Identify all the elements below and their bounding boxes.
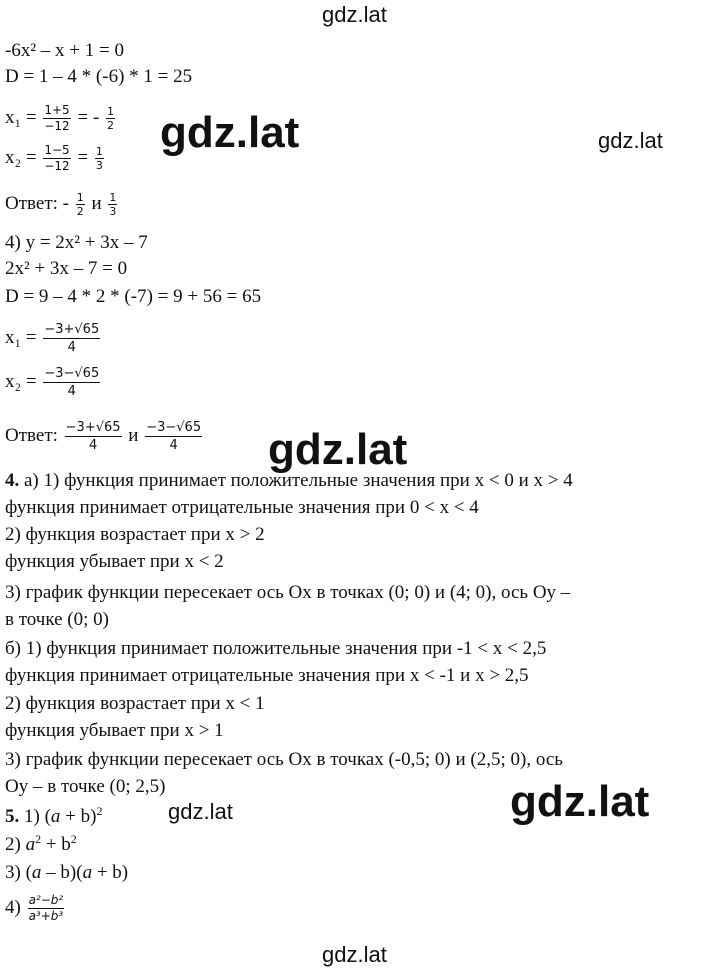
- fraction-denominator: a³+b³: [28, 909, 64, 923]
- text-run: 2): [5, 834, 26, 855]
- task4-line-a4: функция убывает при x < 2: [5, 551, 224, 572]
- text-run: 4): [5, 896, 21, 918]
- watermark-large-3: gdz.lat: [510, 777, 650, 826]
- task4-line-b5: 3) график функции пересекает ось Ox в точках (-0,5; 0) и (2,5; 0), ось: [5, 749, 563, 770]
- fraction-denominator: 4: [67, 384, 76, 399]
- fraction-numerator: −3+√65: [65, 420, 121, 435]
- fraction-numerator: 1: [76, 191, 84, 204]
- text-run: + b: [41, 834, 71, 855]
- root-x2-line: [5, 144, 106, 173]
- text-run: – b)(: [41, 862, 83, 883]
- task5-line-4: [5, 894, 66, 923]
- watermark-right: gdz.lat: [598, 128, 663, 153]
- fraction-denominator: 2: [106, 119, 114, 132]
- task4-text: а) 1) функция принимает положительные значения при x < 0 и x > 4: [24, 470, 573, 491]
- watermark-top: gdz.lat: [322, 2, 387, 27]
- text-run: + b): [60, 806, 97, 827]
- equals-sign: =: [77, 146, 89, 168]
- fraction-numerator: 1: [109, 191, 117, 204]
- conjunction: и: [91, 192, 102, 214]
- fraction-denominator: 3: [109, 205, 117, 218]
- fraction-numerator: a²−b²: [28, 893, 64, 907]
- fraction: [43, 322, 100, 355]
- task-number: 4.: [5, 470, 20, 491]
- fraction-denominator: 4: [67, 340, 76, 355]
- variable-a: a: [31, 862, 42, 883]
- root-x2-line-2: [5, 366, 102, 399]
- answer-label: Ответ:: [5, 424, 58, 446]
- task4-line-a6: в точке (0; 0): [5, 609, 109, 630]
- fraction: [106, 106, 115, 131]
- fraction-denominator: −12: [44, 159, 70, 173]
- fraction-numerator: −3+√65: [44, 322, 100, 337]
- fraction-denominator: 4: [169, 438, 178, 453]
- task5-line-3: [5, 862, 128, 884]
- text-run: 1) (: [24, 806, 51, 827]
- fraction-denominator: 4: [88, 438, 98, 453]
- task4-line-a5: 3) график функции пересекает ось Ox в точках (0; 0) и (4; 0), ось Oy –: [5, 582, 571, 603]
- discriminant-line-1: D = 1 – 4 * (-6) * 1 = 25: [5, 66, 193, 87]
- fraction: [43, 104, 70, 133]
- fraction: [43, 144, 70, 173]
- variable-a: a: [25, 834, 36, 855]
- fraction: [108, 192, 117, 217]
- root-x2-lhs: x₂ =: [5, 146, 37, 168]
- fraction: [43, 366, 100, 399]
- root-x2-lhs: x₂ =: [5, 370, 37, 392]
- fraction-numerator: 1−5: [44, 143, 70, 157]
- root-x1-line-2: [5, 322, 102, 355]
- conjunction: и: [128, 424, 139, 446]
- task-number: 5.: [5, 806, 20, 827]
- watermark-large-1: gdz.lat: [160, 108, 300, 157]
- fraction-numerator: −3−√65: [146, 420, 202, 435]
- text-run: 3) (: [5, 862, 32, 883]
- root-x1-line: [5, 104, 117, 133]
- fraction: [95, 146, 104, 171]
- fraction-numerator: 1: [106, 105, 114, 118]
- exponent: 2: [35, 832, 42, 846]
- exponent: 2: [70, 832, 77, 846]
- task5-line-1: [5, 806, 102, 828]
- watermark-mid: gdz.lat: [168, 799, 233, 824]
- equation-line-1: -6x² – x + 1 = 0: [5, 40, 124, 61]
- task4-line-a1: [5, 470, 573, 492]
- task4-line-b6: Oy – в точке (0; 2,5): [5, 776, 166, 797]
- root-x1-lhs: x₁ =: [5, 326, 37, 348]
- watermark-large-2: gdz.lat: [268, 425, 408, 474]
- fraction: [28, 894, 65, 923]
- variable-a: a: [82, 862, 93, 883]
- root-x1-lhs: x₁ =: [5, 106, 37, 128]
- discriminant-line-2: D = 9 – 4 * 2 * (-7) = 9 + 56 = 65: [5, 286, 262, 307]
- variable-a: a: [50, 806, 61, 827]
- fraction-numerator: 1: [95, 145, 103, 158]
- fraction-numerator: −3−√65: [44, 366, 100, 381]
- text-run: + b): [92, 862, 129, 883]
- task4-line-a3: 2) функция возрастает при x > 2: [5, 524, 265, 545]
- fraction: [145, 420, 202, 453]
- fraction-denominator: 3: [95, 159, 103, 172]
- fraction-denominator: −12: [44, 119, 70, 133]
- watermark-bottom: gdz.lat: [322, 942, 387, 967]
- fraction: [76, 192, 85, 217]
- fraction: [65, 420, 122, 453]
- answer-label: Ответ: -: [5, 192, 69, 214]
- function-line: 4) y = 2x² + 3x – 7: [5, 232, 148, 253]
- task4-line-b2: функция принимает отрицательные значения при x < -1 и x > 2,5: [5, 665, 529, 686]
- exponent: 2: [96, 804, 103, 818]
- fraction-numerator: 1+5: [44, 103, 70, 117]
- equation-line-2: 2x² + 3x – 7 = 0: [5, 258, 128, 279]
- answer-line-1: [5, 192, 119, 217]
- equals-sign: = -: [77, 106, 100, 128]
- task4-line-a2: функция принимает отрицательные значения при 0 < x < 4: [5, 497, 479, 518]
- answer-line-2: [5, 420, 204, 453]
- task4-line-b1: б) 1) функция принимает положительные значения при -1 < x < 2,5: [5, 638, 547, 659]
- task4-line-b3: 2) функция возрастает при x < 1: [5, 693, 265, 714]
- task5-line-2: [5, 834, 77, 856]
- fraction-denominator: 2: [76, 205, 84, 218]
- task4-line-b4: функция убывает при x > 1: [5, 720, 224, 741]
